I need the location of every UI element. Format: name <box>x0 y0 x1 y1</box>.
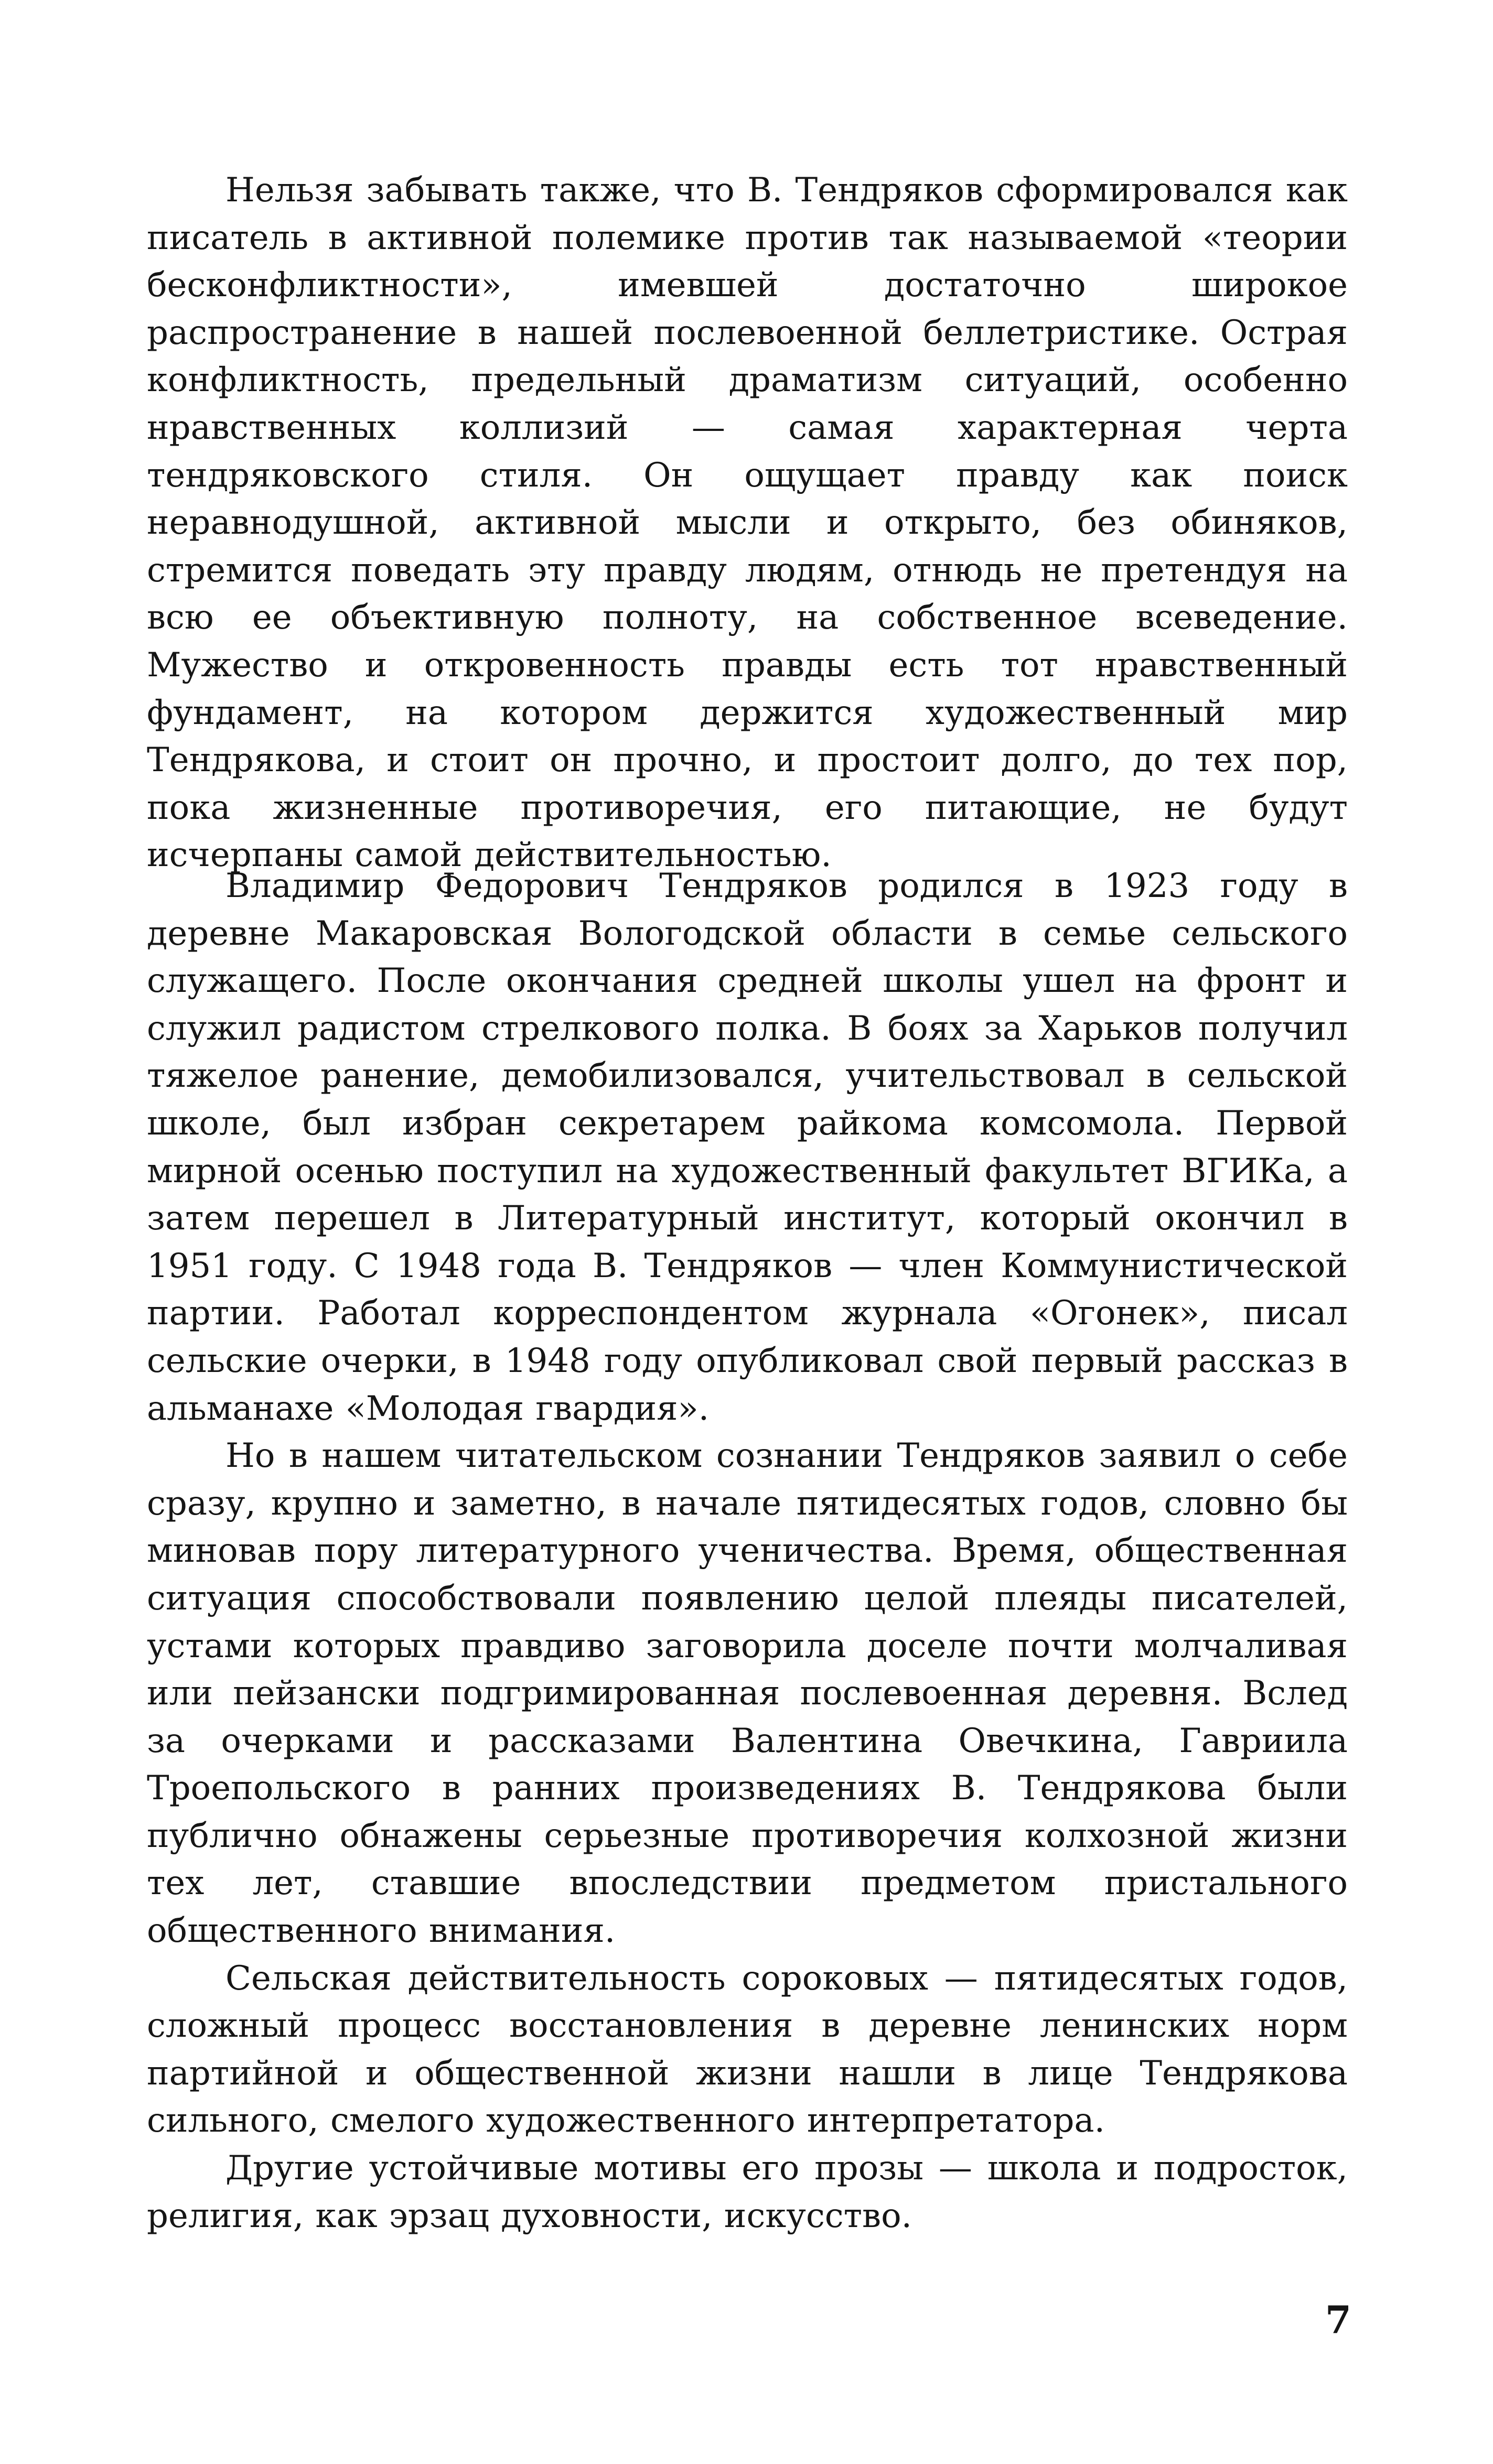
text-block-top <box>147 167 1348 879</box>
paragraph: Владимир Федорович Тендряков родился в 1923 году в деревне Макаровская Вологодской области в семье сельского служащего. После окончания средней школы ушел на фронт и служил радистом стрелкового полка. В боях за Харьков получил тяжелое ранение, демобилизовался, учительствовал в сельской школе, был избран секретарем райкома комсомола. Первой мирной осенью поступил на художественный факультет ВГИКа, а затем перешел в Литературный институт, который окончил в 1951 году. С 1948 года В. Тендряков — член Коммунистической партии. Работал корреспондентом журнала «Огонек», писал сельские очерки, в 1948 году опубликовал свой первый рассказ в альманахе «Молодая гвардия». <box>147 867 1348 1428</box>
text-block-bottom <box>147 862 1348 2240</box>
paragraph: Но в нашем читательском сознании Тендряков заявил о себе сразу, крупно и заметно, в начале пятидесятых годов, словно бы миновав пору литературного ученичества. Время, общественная ситуация способствовали появлению целой плеяды писателей, устами которых правдиво заговорила доселе почти молчаливая или пейзански подгримированная послевоенная деревня. Вслед за очерками и рассказами Валентина Овечкина, Гавриила Троепольского в ранних произведениях В. Тендрякова были публично обнажены серьезные противоречия колхозной жизни тех лет, ставшие впоследствии предметом пристального общественного внимания. <box>147 1436 1348 1951</box>
paragraph: Сельская действительность сороковых — пятидесятых годов, сложный процесс восстановления в деревне ленинских норм партийной и общественной жизни нашли в лице Тендрякова сильного, смелого художественного интерпретатора. <box>147 1959 1348 2141</box>
paragraph: Нельзя забывать также, что В. Тендряков сформировался как писатель в активной полемике против так называемой «теории бесконфликтности», имевшей достаточно широкое распространение в нашей послевоенной беллетристике. Острая конфликтность, предельный драматизм ситуаций, особенно нравственных коллизий — самая характерная черта тендряковского стиля. Он ощущает правду как поиск неравнодушной, активной мысли и открыто, без обиняков, стремится поведать эту правду людям, отнюдь не претендуя на всю ее объективную полноту, на собственное всеведение. Мужество и откровенность правды есть тот нравственный фундамент, на котором держится художественный мир Тендрякова, и стоит он прочно, и простоит долго, до тех пор, пока жизненные противоречия, его питающие, не будут исчерпаны самой действительностью. <box>147 171 1348 875</box>
page-number: 7 <box>1325 2297 1351 2342</box>
paragraph: Другие устойчивые мотивы его прозы — школа и подросток, религия, как эрзац духовности, искусство. <box>147 2149 1348 2235</box>
